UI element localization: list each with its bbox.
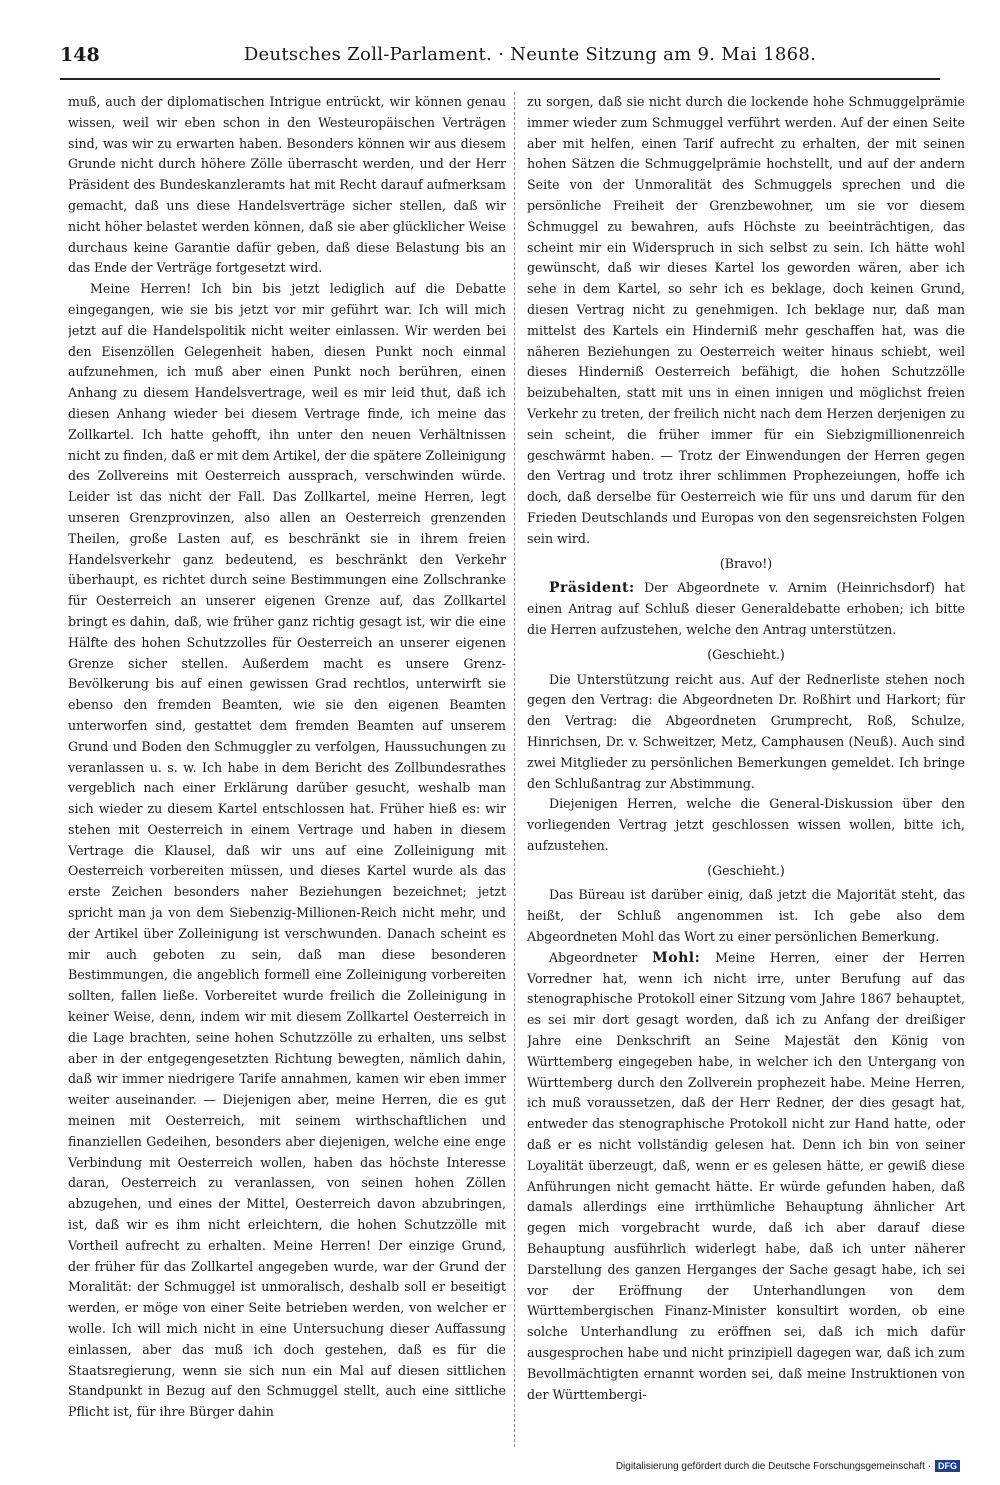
paragraph-mohl	[527, 948, 965, 1406]
speaker-prefix: Abgeordneter	[549, 949, 638, 965]
stage-direction: (Geschieht.)	[707, 646, 785, 662]
speaker-label: Mohl:	[652, 949, 701, 966]
speech-text: Meine Herren, einer der Herren Vorredner hat, wenn ich nicht irre, unter Berufung auf das stenographische Protokoll einer Sitzung vom Jahre 1867 behauptet, es sei mir dort gesagt worden, daß ich zu Anfang der dreißiger Jahre eine Denkschrift an Seine Majestät den König von Württemberg eingegeben habe, in welcher ich den Untergang von Württemberg durch den Zollverein prophezeit habe. Meine Herren, ich muß voraussetzen, daß der Herr Redner, der dies gesagt hat, entweder das stenographische Protokoll nicht zur Hand hatte, oder daß er es nicht vollständig gelesen hat. Denn ich bin von seiner Loyalität überzeugt, daß, wenn er es gelesen hätte, er gewiß diese Anführungen nicht gemacht hätte. Er würde gefunden haben, daß damals allerdings eine irrthümliche Behauptung ähnlicher Art gegen mich vorgebracht wurde, daß ich aber darauf diese Behauptung ausführlich widerlegt habe, daß ich unter näherer Darstellung des ganzen Herganges der Sache gesagt habe, ich sei vor der Eröffnung der Unterhandlungen von dem Württembergischen Finanz-Minister konsultirt worden, ob eine solche Unterhandlung zu eröffnen sei, daß ich mich dafür ausgesprochen habe und nicht prinzipiell dagegen war, daß ich zum Bevollmächtigten ernannt worden sei, daß meine Instruktionen von der Württembergi-	[527, 949, 965, 1402]
paragraph-praesident	[527, 578, 965, 640]
footer	[616, 1460, 960, 1472]
speech-text: Der Abgeordnete v. Arnim (Heinrichsdorf) hat einen Antrag auf Schluß dieser Generaldebatte erhoben; ich bitte die Herren aufzustehen, welche den Antrag unterstützen.	[527, 580, 965, 637]
speaker-label: Präsident:	[549, 580, 635, 597]
paragraph: Die Unterstützung reicht aus. Auf der Rednerliste stehen noch gegen den Vertrag: die Abgeordneten Dr. Roßhirt und Harkort; für den Vertrag: die Abgeordneten Grumprecht, Roß, Schulze, Hinrichsen, Dr. v. Schweitzer, Metz, Camphausen (Neuß). Auch sind zwei Mitglieder zu persönlichen Bemerkungen gemeldet. Ich bringe den Schlußantrag zur Abstimmung.	[527, 671, 965, 791]
column-divider	[514, 92, 515, 1447]
paragraph: Meine Herren! Ich bin bis jetzt lediglich auf die Debatte eingegangen, wie sie bis jetzt vor mir geführt war. Ich will mich jetzt auf die Handelspolitik nicht weiter einlassen. Wir werden bei den Eisenzöllen Gelegenheit haben, diesen Punkt noch einmal aufzunehmen, ich muß aber einen Punkt noch berühren, einen Anhang zu diesem Handelsvertrage, weil es mir leid thut, daß ich diesen Anhang wieder bei diesem Vertrage finde, ich meine das Zollkartel. Ich hatte gehofft, ihn unter den neuen Verhältnissen nicht zu finden, daß er mit dem Artikel, der die spätere Zolleinigung des Zollvereins mit Oesterreich aussprach, verschwinden würde. Leider ist das nicht der Fall. Das Zollkartel, meine Herren, legt unseren Grenzprovinzen, also allen an Oesterreich grenzenden Theilen, große Lasten auf, es beschränkt sie in ihrem freien Handelsverkehr ganz bedeutend, es beschränkt den Verkehr überhaupt, es richtet durch seine Bestimmungen eine Zollschranke für Oesterreich an unserer eigenen Grenze auf, das Zollkartel bringt es dahin, daß, wie früher ganz richtig gesagt ist, wir die eine Hälfte des hohen Schutzzolles für Oesterreich an unserer eigenen Grenze sicher stellen. Außerdem macht es unsere Grenz-Bevölkerung bis auf einen gewissen Grad rechtlos, unterwirft sie ebenso den fremden Beamten, wie sie den eigenen Beamten unterworfen sind, gestattet dem fremden Beamten auf unserem Grund und Boden den Schmuggler zu verfolgen, Haussuchungen zu veranlassen u. s. w. Ich habe in dem Bericht des Zollbundesrathes vergeblich nach einer Erklärung darüber gesucht, weshalb man sich wieder zu diesem Kartel entschlossen hat. Früher hieß es: wir stehen mit Oesterreich in einem Vertrage und haben in diesem Vertrage die Klausel, daß wir uns auf eine Zolleinigung mit Oesterreich vorbereiten müssen, und dieses Kartel wurde als das erste Zeichen besonders naher Beziehungen bezeichnet; jetzt spricht man ja von dem Siebenzig-Millionen-Reich nicht mehr, und der Artikel über Zolleinigung ist verschwunden. Danach scheint es mir auch geboten zu sein, daß man diese besonderen Bestimmungen, die angeblich formell eine Zolleinigung vorbereiten sollten, fallen ließe. Vorbereitet wurde freilich die Zolleinigung in keiner Weise, denn, indem wir mit diesem Zollkartel Oesterreich in die Lage brachten, seine hohen Schutzzölle zu erhalten, uns selbst aber in der entgegengesetzten Richtung bewegten, nämlich dahin, daß wir immer niedrigere Tarife annahmen, kamen wir eben immer weiter auseinander. — Diejenigen aber, meine Herren, die es gut meinen mit Oesterreich, mit seinem wirthschaftlichen und finanziellen Gedeihen, besonders aber diejenigen, welche eine enge Verbindung mit Oesterreich wollen, haben das höchste Interesse daran, Oesterreich zu veranlassen, von seinen hohen Zöllen abzugehen, und eines der Mittel, Oesterreich davon abzubringen, ist, daß wir es ihm nicht erleichtern, die hohen Schutzzölle mit Vortheil aufrecht zu erhalten. Meine Herren! Der einzige Grund, der früher für das Zollkartel angegeben wurde, war der Grund der Moralität: der Schmuggel ist unmoralisch, deshalb soll er beseitigt werden, er möge von einer Seite betrieben werden, von welcher er wolle. Ich will mich nicht in eine Untersuchung dieser Auffassung einlassen, aber das muß ich doch gestehen, daß es für die Staatsregierung, wenn sie sich nun ein Mal auf diesen sittlichen Standpunkt in Bezug auf den Schmuggel stellt, auch eine sittliche Pflicht ist, für ihre Bürger dahin	[68, 281, 506, 1420]
running-head: Deutsches Zoll-Parlament. · Neunte Sitzung am 9. Mai 1868.	[243, 44, 817, 65]
paragraph: Diejenigen Herren, welche die General-Diskussion über den vorliegenden Vertrag jetzt geschlossen wissen wollen, bitte ich, aufzustehen.	[527, 796, 965, 853]
stage-direction: (Bravo!)	[719, 555, 773, 571]
paragraph: zu sorgen, daß sie nicht durch die lockende hohe Schmuggelprämie immer wieder zum Schmuggel verführt werden. Auf der einen Seite aber mit helfen, einen Tarif aufrecht zu erhalten, der mit seinen hohen Sätzen die Schmuggelprämie hochstellt, und auf der andern Seite von der Unmoralität des Schmuggels sprechen und die persönliche Freiheit der Grenzbewohner, um sie vor diesem Schmuggel zu bewahren, aufs Höchste zu beeinträchtigen, das scheint mir ein Widerspruch in sich selbst zu sein. Ich hätte wohl gewünscht, daß wir dieses Kartel los geworden wären, aber ich sehe in dem Kartel, so sehr ich es beklage, doch keinen Grund, diesen Vertrag nicht zu genehmigen. Ich beklage nur, daß man mittelst des Kartels ein Hinderniß mehr geschaffen hat, was die näheren Beziehungen zu Oesterreich weiter hinaus schiebt, weil dieses Hinderniß Oesterreich befähigt, die hohen Schutzzölle beizubehalten, statt mit uns in einen innigen und möglichst freien Verkehr zu treten, der freilich nicht nach dem Herzen derjenigen zu sein scheint, die früher immer für ein Siebzigmillionenreich geschwärmt haben. — Trotz der Einwendungen der Herren gegen den Vertrag und trotz ihrer schlimmen Prophezeiungen, hoffe ich doch, daß derselbe für Oesterreich wie für uns und darum für den Frieden Deutschlands und Europas von den segensreichsten Folgen sein wird.	[527, 94, 965, 546]
page-number: 148	[60, 44, 100, 66]
right-column	[527, 92, 965, 1452]
left-column	[68, 92, 506, 1452]
paragraph: Das Büreau ist darüber einig, daß jetzt die Majorität steht, das heißt, der Schluß angenommen ist. Ich gebe also dem Abgeordneten Mohl das Wort zu einer persönlichen Bemerkung.	[527, 887, 965, 945]
page-header	[60, 44, 940, 80]
paragraph: muß, auch der diplomatischen Intrigue entrückt, wir können genau wissen, weil wir eben schon in den Westeuropäischen Verträgen sind, was wir zu erwarten haben. Besonders können wir aus diesem Grunde nicht durch höhere Zölle überrascht werden, und der Herr Präsident des Bundeskanzleramts hat mit Recht darauf aufmerksam gemacht, daß uns diese Handelsverträge sicher stellen, daß wir nicht höher belastet werden können, daß sie aber glücklicher Weise durchaus keine Garantie dafür geben, daß diese Belastung bis an das Ende der Verträge fortgesetzt wird.	[68, 94, 506, 276]
stage-direction: (Geschieht.)	[707, 862, 785, 878]
dfg-logo-icon: DFG	[935, 1460, 960, 1472]
footer-text: Digitalisierung gefördert durch die Deutsche Forschungsgemeinschaft ·	[615, 1460, 931, 1472]
